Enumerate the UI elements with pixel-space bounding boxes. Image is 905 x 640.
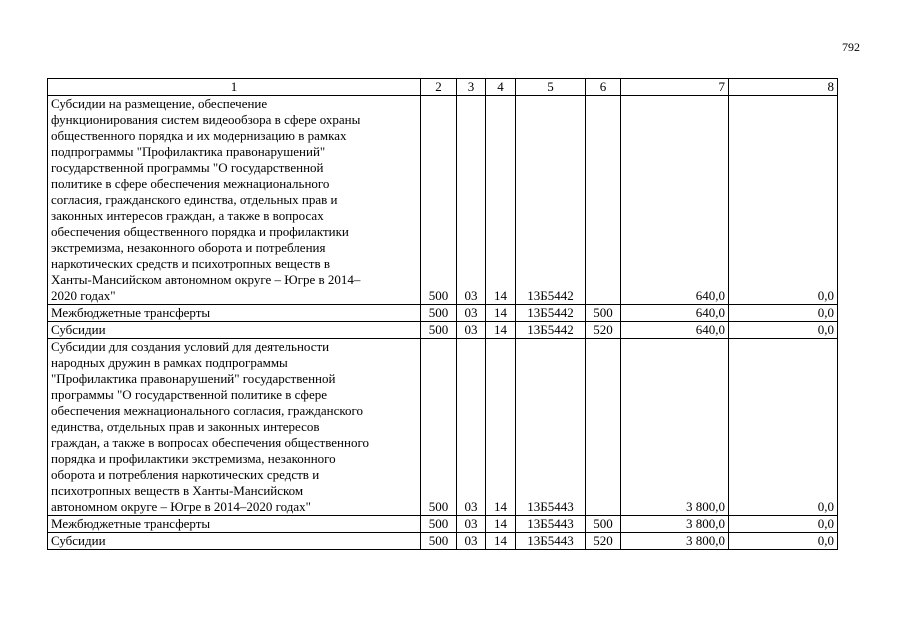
cell-expense-type: 500 xyxy=(586,516,621,533)
cell-section: 03 xyxy=(457,339,486,516)
cell-amount-2: 0,0 xyxy=(729,322,838,339)
cell-amount-2: 0,0 xyxy=(729,533,838,550)
row-name: Субсидии на размещение, обеспечение функционирования систем видеообзора в сфере охраны общественного порядка и их модернизацию в рамках подпрограммы "Профилактика правонарушений" государственной программы "О государственной политике в сфере обеспечения межнационального согласия, гражданского единства, отдельных прав и законных интересов граждан, а также в вопросах обеспечения общественного порядка и профилактики экстремизма, незаконного оборота и потребления наркотических средств и психотропных веществ в Ханты-Мансийском автономном округе – Югре в 2014– 2020 годах" xyxy=(48,96,421,305)
cell-subsection: 14 xyxy=(486,533,516,550)
cell-amount-2: 0,0 xyxy=(729,516,838,533)
cell-expense-type: 520 xyxy=(586,533,621,550)
cell-target-item: 13Б5442 xyxy=(516,305,586,322)
page-number: 792 xyxy=(842,40,860,54)
row-name: Субсидии для создания условий для деятельности народных дружин в рамках подпрограммы "Профилактика правонарушений" государственной программы "О государственной политике в сфере обеспечения межнационального согласия, гражданского единства, отдельных прав и законных интересов граждан, а также в вопросах обеспечения общественного порядка и профилактики экстремизма, незаконного оборота и потребления наркотических средств и психотропных веществ в Ханты-Мансийском автономном округе – Югре в 2014–2020 годах" xyxy=(48,339,421,516)
row-name: Межбюджетные трансферты xyxy=(48,305,421,322)
cell-subsection: 14 xyxy=(486,339,516,516)
cell-target-item: 13Б5442 xyxy=(516,322,586,339)
budget-table xyxy=(47,78,838,550)
cell-amount-2: 0,0 xyxy=(729,96,838,305)
column-header: 3 xyxy=(457,79,486,96)
table-row xyxy=(48,533,838,550)
column-header: 4 xyxy=(486,79,516,96)
cell-amount-2: 0,0 xyxy=(729,339,838,516)
cell-section: 03 xyxy=(457,533,486,550)
cell-target-item: 13Б5443 xyxy=(516,339,586,516)
column-header: 6 xyxy=(586,79,621,96)
column-header: 7 xyxy=(621,79,729,96)
cell-expense-type xyxy=(586,96,621,305)
cell-code: 500 xyxy=(421,322,457,339)
cell-target-item: 13Б5443 xyxy=(516,516,586,533)
table-header-row xyxy=(48,79,838,96)
cell-amount: 3 800,0 xyxy=(621,516,729,533)
table-row xyxy=(48,96,838,305)
column-header: 2 xyxy=(421,79,457,96)
table-row xyxy=(48,322,838,339)
table-row xyxy=(48,516,838,533)
cell-code: 500 xyxy=(421,533,457,550)
row-name: Субсидии xyxy=(48,322,421,339)
cell-amount: 3 800,0 xyxy=(621,339,729,516)
cell-amount: 3 800,0 xyxy=(621,533,729,550)
cell-section: 03 xyxy=(457,96,486,305)
cell-amount: 640,0 xyxy=(621,96,729,305)
cell-code: 500 xyxy=(421,96,457,305)
cell-subsection: 14 xyxy=(486,96,516,305)
cell-expense-type: 500 xyxy=(586,305,621,322)
cell-target-item: 13Б5443 xyxy=(516,533,586,550)
cell-expense-type: 520 xyxy=(586,322,621,339)
cell-amount: 640,0 xyxy=(621,305,729,322)
cell-amount: 640,0 xyxy=(621,322,729,339)
cell-section: 03 xyxy=(457,322,486,339)
cell-expense-type xyxy=(586,339,621,516)
row-name: Субсидии xyxy=(48,533,421,550)
cell-code: 500 xyxy=(421,339,457,516)
cell-subsection: 14 xyxy=(486,322,516,339)
column-header: 8 xyxy=(729,79,838,96)
cell-code: 500 xyxy=(421,516,457,533)
cell-target-item: 13Б5442 xyxy=(516,96,586,305)
column-header: 5 xyxy=(516,79,586,96)
cell-subsection: 14 xyxy=(486,516,516,533)
cell-section: 03 xyxy=(457,305,486,322)
cell-amount-2: 0,0 xyxy=(729,305,838,322)
cell-section: 03 xyxy=(457,516,486,533)
cell-code: 500 xyxy=(421,305,457,322)
table-row xyxy=(48,305,838,322)
table-row xyxy=(48,339,838,516)
row-name: Межбюджетные трансферты xyxy=(48,516,421,533)
column-header: 1 xyxy=(48,79,421,96)
cell-subsection: 14 xyxy=(486,305,516,322)
